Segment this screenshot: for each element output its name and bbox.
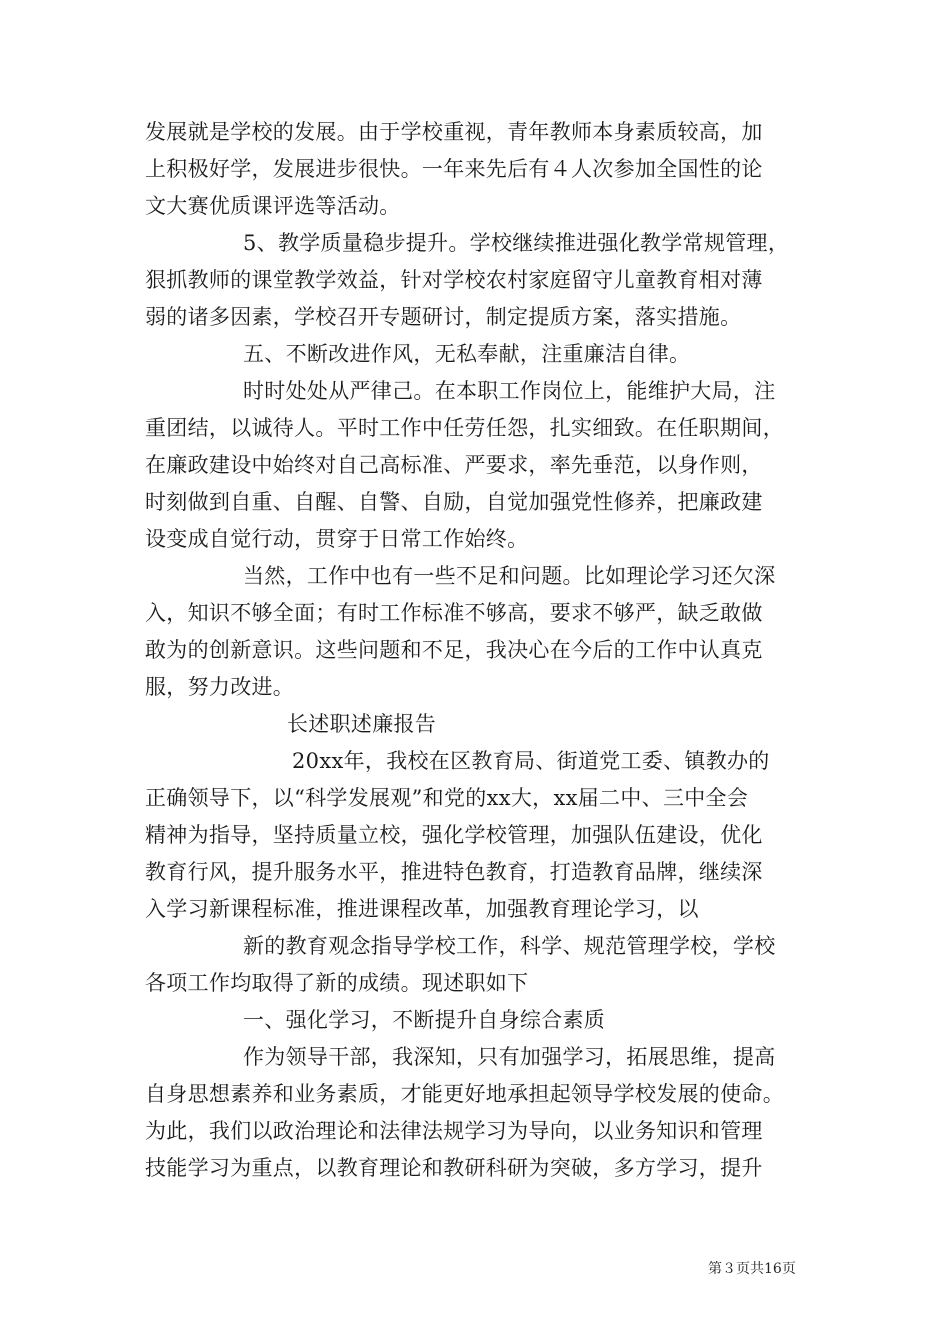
- body-line: 重团结，以诚待人。平时工作中任劳任怨，扎实细致。在任职期间，: [145, 416, 784, 440]
- section-heading: 一、强化学习，不断提升自身综合素质: [243, 1008, 606, 1032]
- body-line: 作为领导干部，我深知，只有加强学习，拓展思维，提高: [243, 1045, 776, 1069]
- body-line: 上积极好学，发展进步很快。一年来先后有４人次参加全国性的论: [145, 157, 763, 181]
- body-line: 精神为指导，坚持质量立校，强化学校管理，加强队伍建设，优化: [145, 823, 763, 847]
- page-number: 第３页共16页: [708, 1261, 796, 1277]
- body-line: 新的教育观念指导学校工作，科学、规范管理学校，学校: [243, 934, 776, 958]
- body-line: 设变成自觉行动，贯穿于日常工作始终。: [145, 527, 529, 551]
- body-line: 正确领导下，以“科学发展观”和党的xx大，xx届二中、三中全会: [145, 786, 749, 810]
- body-line: 弱的诸多因素，学校召开专题研讨，制定提质方案，落实措施。: [145, 305, 742, 329]
- body-line: 在廉政建设中始终对自己高标准、严要求，率先垂范，以身作则，: [145, 453, 763, 477]
- body-line: 为此，我们以政治理论和法律法规学习为导向，以业务知识和管理: [145, 1119, 763, 1143]
- body-line: 各项工作均取得了新的成绩。现述职如下: [145, 971, 529, 995]
- body-line: 文大赛优质课评选等活动。: [145, 194, 401, 218]
- body-line: 20xx年，我校在区教育局、街道党工委、镇教办的: [292, 749, 770, 773]
- body-line: 入学习新课程标准，推进课程改革，加强教育理论学习，以: [145, 897, 699, 921]
- body-line: 教育行风，提升服务水平，推进特色教育，打造教育品牌，继续深: [145, 860, 763, 884]
- body-line: 自身思想素养和业务素质，才能更好地承担起领导学校发展的使命。: [145, 1082, 784, 1106]
- body-line: 敢为的创新意识。这些问题和不足，我决心在今后的工作中认真克: [145, 638, 763, 662]
- body-line: 发展就是学校的发展。由于学校重视，青年教师本身素质较高，加: [145, 120, 763, 144]
- section-heading: 五、不断改进作风，无私奉献，注重廉洁自律。: [243, 342, 691, 366]
- body-line: 服，努力改进。: [145, 675, 295, 699]
- body-line: 时刻做到自重、自醒、自警、自励，自觉加强党性修养，把廉政建: [145, 490, 763, 514]
- body-line: 当然，工作中也有一些不足和问题。比如理论学习还欠深: [243, 564, 776, 588]
- body-line: 入，知识不够全面；有时工作标准不够高，要求不够严，缺乏敢做: [145, 601, 763, 625]
- report-title: 长述职述廉报告: [287, 712, 437, 736]
- body-line: 狠抓教师的课堂教学效益，针对学校农村家庭留守儿童教育相对薄: [145, 268, 763, 292]
- body-line: 技能学习为重点，以教育理论和教研科研为突破，多方学习，提升: [145, 1156, 763, 1180]
- body-line: 时时处处从严律己。在本职工作岗位上，能维护大局，注: [243, 379, 776, 403]
- body-line: 5、教学质量稳步提升。学校继续推进强化教学常规管理，: [243, 231, 790, 255]
